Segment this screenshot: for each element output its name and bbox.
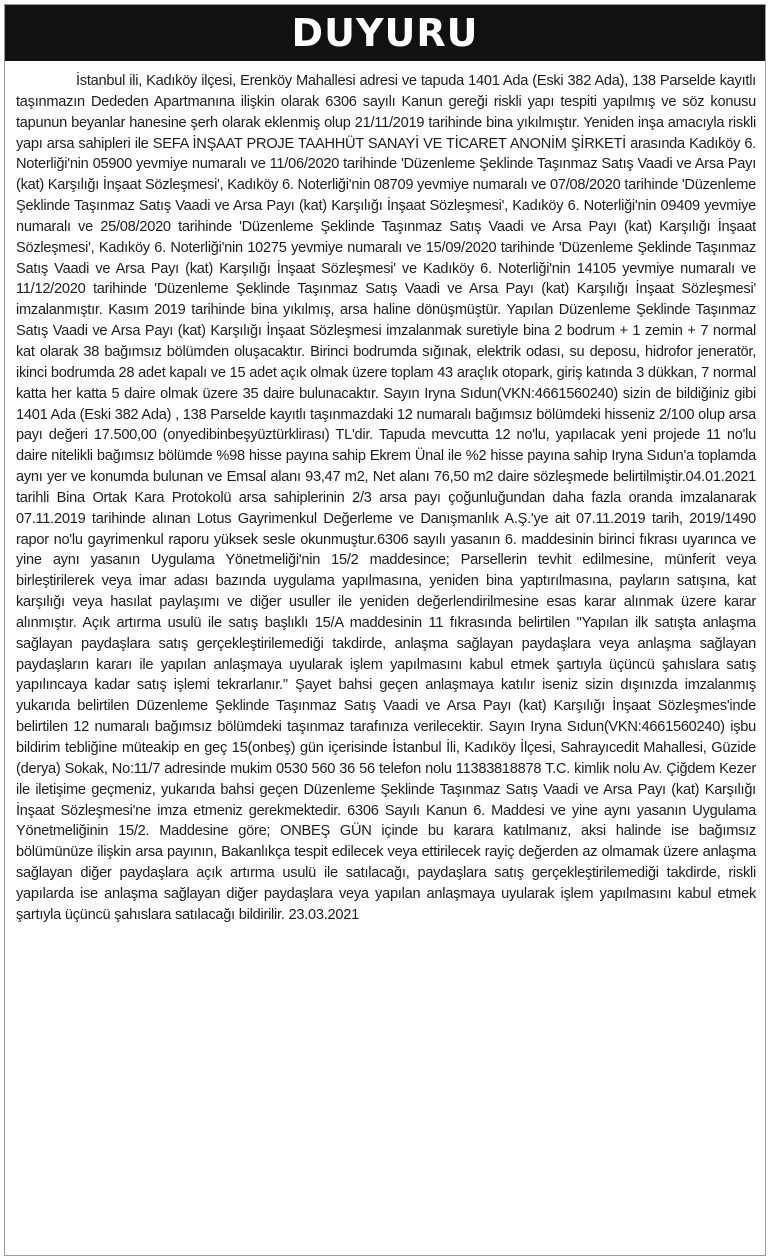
notice-box (4, 4, 766, 1256)
notice-header (5, 5, 765, 61)
notice-body: İstanbul ili, Kadıköy ilçesi, Erenköy Mahallesi adresi ve tapuda 1401 Ada (Eski 382 Ada), 138 Parselde kayıtlı taşınmazın Dededen Apartmanına ilişkin olarak 6306 sayılı Kanun gereği riskli yapı tespiti yapılmış ve söz konusu tapunun beyanlar hanesine şerh olarak eklenmiş olup 21/11/2019 tarihinde bina yıkılmıştır. Yeniden inşa amacıyla riskli yapı arsa sahipleri ile SEFA İNŞAAT PROJE TAAHHÜT SANAYİ VE TİCARET ANONİM ŞİRKETİ arasında Kadıköy 6. Noterliği'nin 05900 yevmiye numaralı ve 11/06/2020 tarihinde 'Düzenleme Şeklinde Taşınmaz Satış Vaadi ve Arsa Payı (kat) Karşılığı İnşaat Sözleşmesi', Kadıköy 6. Noterliği'nin 08709 yevmiye numaralı ve 07/08/2020 tarihinde 'Düzenleme Şeklinde Taşınmaz Satış Vaadi ve Arsa Payı (kat) Karşılığı İnşaat Sözleşmesi', Kadıköy 6. Noterliği'nin 09409 yevmiye numaralı ve 25/08/2020 tarihinde 'Düzenleme Şeklinde Taşınmaz Satış Vaadi ve Arsa Payı (kat) Karşılığı İnşaat Sözleşmesi', Kadıköy 6. Noterliği'nin 10275 yevmiye numaralı ve 15/09/2020 tarihinde 'Düzenleme Şeklinde Taşınmaz Satış Vaadi ve Arsa Payı (kat) Karşılığı İnşaat Sözleşmesi' ve Kadıköy 6. Noterliği'nin 14105 yevmiye numaralı ve 11/12/2020 tarihinde 'Düzenleme Şeklinde Taşınmaz Satış Vaadi ve Arsa Payı (kat) Karşılığı İnşaat Sözleşmesi' imzalanmıştır. Kasım 2019 tarihinde bina yıkılmış, arsa haline dönüşmüştür. Yapılan Düzenleme Şeklinde Taşınmaz Satış Vaadi ve Arsa Payı (kat) Karşılığı İnşaat Sözleşmesi imzalanmak suretiyle bina 2 bodrum + 1 zemin + 7 normal kat olarak 38 bağımsız bölümden oluşacaktır. Birinci bodrumda sığınak, elektrik odası, su deposu, hidrofor jeneratör, ikinci bodrumda 28 adet kapalı ve 15 adet açık olmak üzere toplam 43 araçlık otopark, giriş katında 3 dükkan, 7 normal katta her katta 5 daire olmak üzere 35 daire bulunacaktır. Sayın Iryna Sıdun(VKN:4661560240) sizin de bildiğiniz gibi 1401 Ada (Eski 382 Ada) , 138 Parselde kayıtlı taşınmazdaki 12 numaralı bağımsız bölümdeki hisseniz 2/100 olup arsa payı değeri 17.500,00 (onyedibinbeşyüztürklirası) TL'dir. Tapuda mevcutta 12 no'lu, yapılacak yeni projede 11 no'lu daire nitelikli bağımsız bölümde %98 hisse payına sahip Ekrem Ünal ile %2 hisse payına sahip Iryna Sıdun'a toplamda aynı yer ve konumda bulunan ve Emsal alanı 93,47 m2, Net alanı 76,50 m2 daire sözleşmede belirtilmiştir.04.01.2021 tarihli Bina Ortak Kara Protokolü arsa sahiplerinin 2/3 arsa payı çoğunluğundan daha fazla oranda imzalanarak 07.11.2019 tarihinde alınan Lotus Gayrimenkul Değerleme ve Danışmanlık A.Ş.'ye ait 07.11.2019 tarih, 2019/1490 rapor no'lu gayrimenkul raporu yüksek sesle okunmuştur.6306 sayılı yasanın 6. maddesinin birinci fıkrası uyarınca ve yine aynı yasanın Uygulama Yönetmeliği'nin 15/2 maddesince; Parsellerin tevhit edilmesine, münferit veya birleştirilerek veya imar adası bazında uygulama yapılmasına, yeniden bina yaptırılmasına, payların satışına, kat karşılığı veya hasılat paylaşımı ve diğer usuller ile yeniden değerlendirilmesine esas karar alınmak üzere karar alınmıştır. Açık artırma usulü ile satış başlıklı 15/A maddesinin 11 fıkrasında belirtilen "Yapılan ilk satışta anlaşma sağlayan paydaşlara satış gerçekleştirilemediği takdirde, anlaşma sağlayan paydaşlara veya anlaşma sağlayan paydaşların kararı ile yapılan anlaşmaya uyularak işlem yapılmasını kabul etmek şartıyla üçüncü şahıslara satış yapılıncaya kadar satış işlemi tekrarlanır." Şayet bahsi geçen anlaşmaya katılır iseniz sizin dışınızda imzalanmış yukarıda belirtilen Düzenleme Şeklinde Taşınmaz Satış Vaadi ve Arsa Payı (kat) Karşılığı İnşaat Sözleşmes'inde belirtilen 12 numaralı bağımsız bölümdeki taşınmaz tarafınıza verilecektir. Sayın Iryna Sıdun(VKN:4661560240) işbu bildirim tebliğine müteakip en geç 15(onbeş) gün içerisinde İstanbul İli, Kadıköy İlçesi, Sahrayıcedit Mahallesi, Güzide (derya) Sokak, No:11/7 adresinde mukim 0530 560 36 56 telefon nolu 11383818878 T.C. kimlik nolu Av. Çiğdem Kezer ile iletişime geçmeniz, yukarıda bahsi geçen Düzenleme Şeklinde Taşınmaz Satış Vaadi ve Arsa Payı (kat) Karşılığı İnşaat Sözleşmesi'ne imza etmeniz gerekmektedir. 6306 Sayılı Kanun 6. Maddesi ve yine aynı yasanın Uygulama Yönetmeliğinin 15/2. Maddesine göre; ONBEŞ GÜN içinde bu karara katılmanız, aksi halinde ise bağımsız bölümünüze ilişkin arsa payının, Bakanlıkça tespit edilecek veya ettirilecek rayiç değerden az olmamak üzere anlaşma sağlayan diğer paydaşlara açık artırma usulü ile satılacağı, paydaşlara satış gerçekleştirilemediği takdirde, riskli yapılarda ise anlaşma sağlayan diğer paydaşlara veya yapılan anlaşmaya uyularak işlem yapılmasını kabul etmek şartıyla üçüncü şahıslara satılacağı bildirilir. 23.03.2021 (16, 73, 756, 923)
notice-title: DUYURU (291, 11, 479, 55)
